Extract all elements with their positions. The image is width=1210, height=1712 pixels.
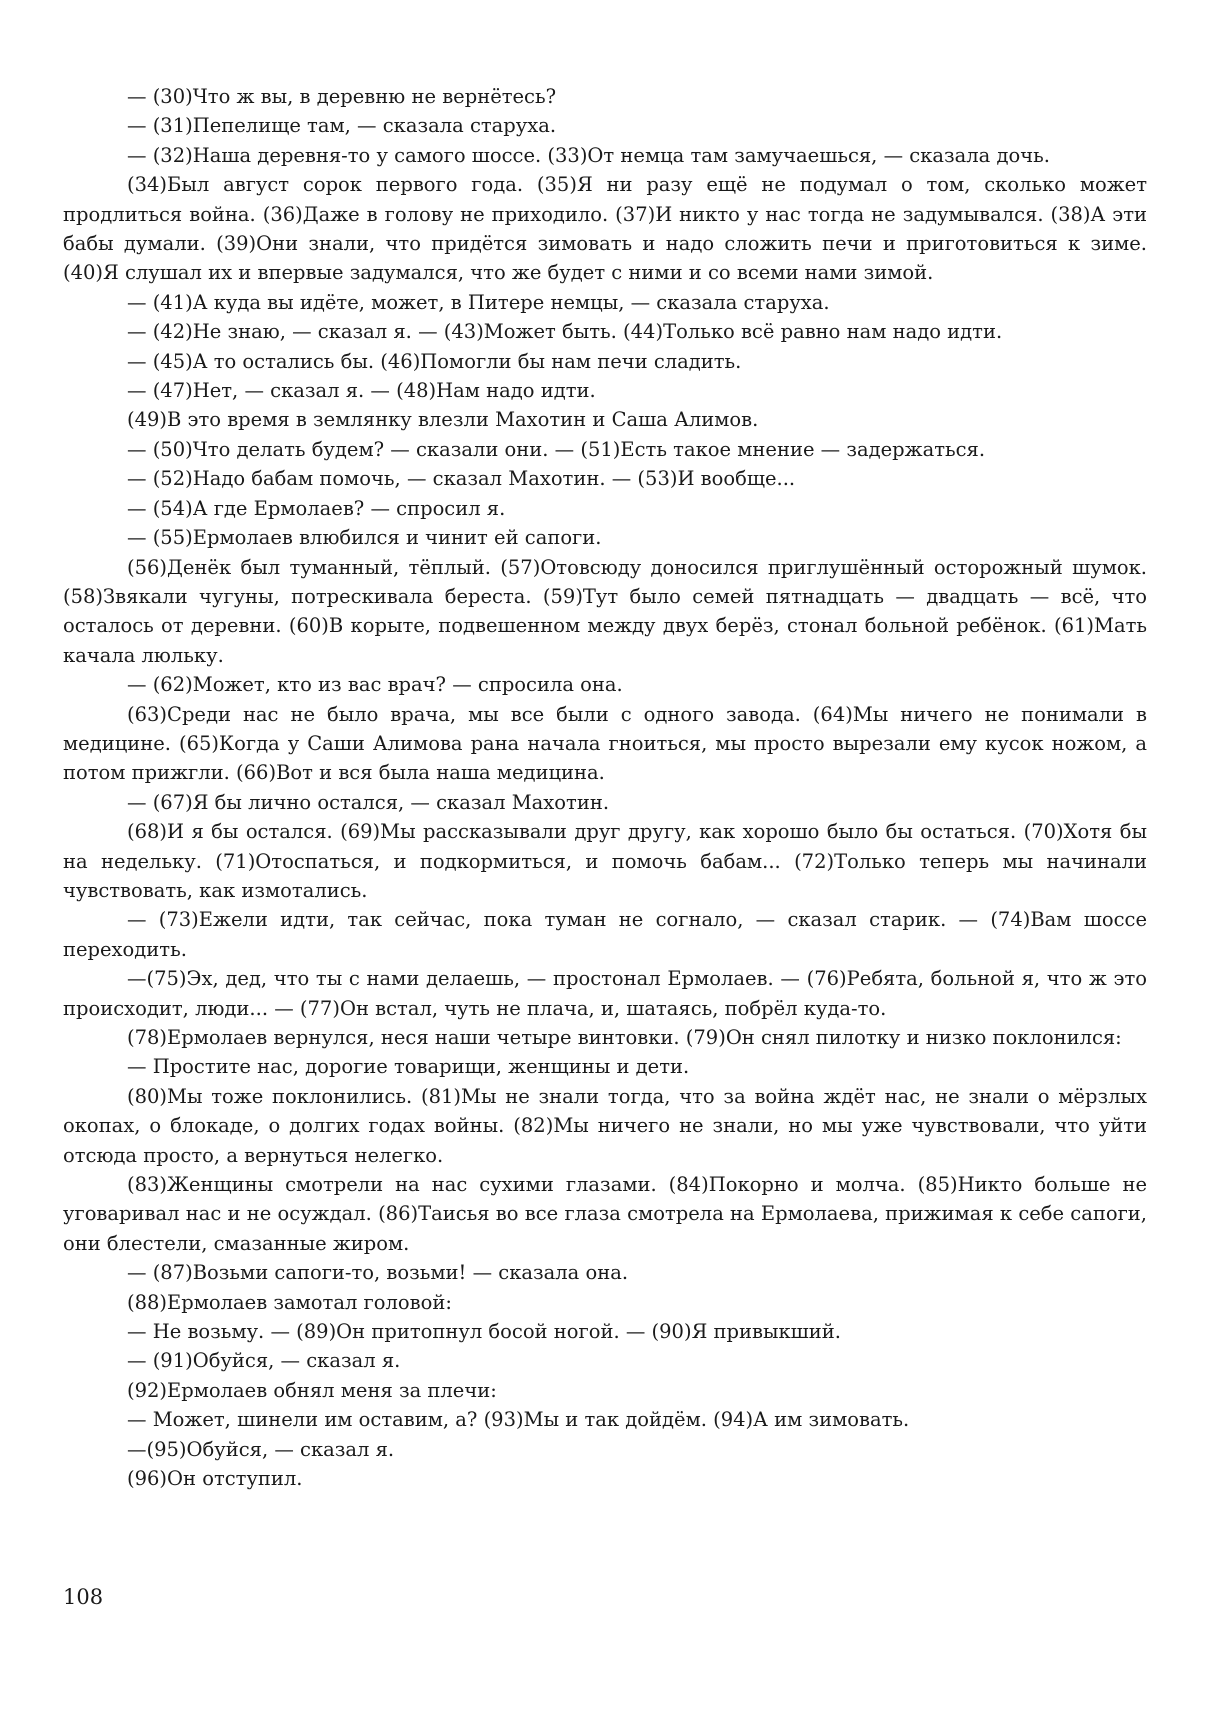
paragraph: — Простите нас, дорогие товарищи, женщины и дети.	[127, 1055, 690, 1079]
paragraph: —(95)Обуйся, — сказал я.	[127, 1437, 395, 1461]
paragraph: — (67)Я бы лично остался, — сказал Махотин.	[127, 790, 610, 814]
paragraph: — (50)Что делать будем? — сказали они. — (51)Есть такое мнение — задержаться.	[127, 437, 986, 461]
paragraph: (68)И я бы остался. (69)Мы рассказывали друг другу, как хорошо было бы остаться. (70)Хотя бы на недельку. (71)Отоспаться, и подкормиться, и помочь бабам... (72)Только теперь мы начинали чувствовать, как измотались.	[63, 820, 1147, 902]
paragraph: — (45)А то остались бы. (46)Помогли бы нам печи сладить.	[127, 349, 742, 373]
paragraph: — (42)Не знаю, — сказал я. — (43)Может быть. (44)Только всё равно нам надо идти.	[127, 320, 1003, 344]
paragraph: — (87)Возьми сапоги-то, возьми! — сказала она.	[127, 1261, 629, 1285]
paragraph: — (62)Может, кто из вас врач? — спросила она.	[127, 673, 623, 697]
paragraph: (56)Денёк был туманный, тёплый. (57)Отовсюду доносился приглушённый осторожный шумок. (58)Звякали чугуны, потрескивала береста. (59)Тут было семей пятнадцать — двадцать — всё, что осталось от деревни. (60)В корыте, подвешенном между двух берёз, стонал больной ребёнок. (61)Мать качала люльку.	[63, 555, 1147, 667]
paragraph: (78)Ермолаев вернулся, неся наши четыре винтовки. (79)Он снял пилотку и низко поклонился:	[127, 1026, 1122, 1049]
paragraph: (49)В это время в землянку влезли Махотин и Саша Алимов.	[127, 408, 759, 432]
paragraph: (83)Женщины смотрели на нас сухими глазами. (84)Покорно и молча. (85)Никто больше не уговаривал нас и не осуждал. (86)Таисья во все глаза смотрела на Ермолаева, прижимая к себе сапоги, они блестели, смазанные жиром.	[63, 1173, 1147, 1255]
paragraph: — Может, шинели им оставим, а? (93)Мы и так дойдём. (94)А им зимовать.	[127, 1408, 910, 1432]
paragraph: — (32)Наша деревня-то у самого шоссе. (33)От немца там замучаешься, — сказала дочь.	[127, 143, 1050, 167]
paragraph: (34)Был август сорок первого года. (35)Я ни разу ещё не подумал о том, сколько может продлиться война. (36)Даже в голову не приходило. (37)И никто у нас тогда не задумывался. (38)А эти бабы думали. (39)Они знали, что придётся зимовать и надо сложить печи и приготовиться к зиме. (40)Я слушал их и впервые задумался, что же будет с ними и со всеми нами зимой.	[63, 173, 1147, 285]
paragraph: — (91)Обуйся, — сказал я.	[127, 1349, 401, 1373]
paragraph: (63)Среди нас не было врача, мы все были с одного завода. (64)Мы ничего не понимали в медицине. (65)Когда у Саши Алимова рана начала гноиться, мы просто вырезали ему кусок ножом, а потом прижгли. (66)Вот и вся была наша медицина.	[63, 702, 1147, 785]
paragraph: — (73)Ежели идти, так сейчас, пока туман не согнало, — сказал старик. — (74)Вам шоссе переходить.	[63, 908, 1147, 961]
paragraph: — (55)Ермолаев влюбился и чинит ей сапоги.	[127, 526, 602, 550]
paragraph: (80)Мы тоже поклонились. (81)Мы не знали тогда, что за война ждёт нас, не знали о мёрзлых окопах, о блокаде, о долгих годах войны. (82)Мы ничего не знали, но мы уже чувствовали, что уйти отсюда просто, а вернуться нелегко.	[63, 1084, 1147, 1167]
paragraph: — (54)А где Ермолаев? — спросил я.	[127, 496, 506, 520]
paragraph: —(75)Эх, дед, что ты с нами делаешь, — простонал Ермолаев. — (76)Ребята, больной я, что ж это происходит, люди... — (77)Он встал, чуть не плача, и, шатаясь, побрёл куда-то.	[63, 967, 1147, 1020]
paragraph: — (47)Нет, — сказал я. — (48)Нам надо идти.	[127, 379, 596, 403]
paragraph: (88)Ермолаев замотал головой:	[127, 1290, 452, 1314]
paragraph: (96)Он отступил.	[127, 1467, 303, 1491]
paragraph: (92)Ермолаев обнял меня за плечи:	[127, 1378, 497, 1402]
paragraph: — (52)Надо бабам помочь, — сказал Махотин. — (53)И вообще...	[127, 467, 796, 491]
page-number: 108	[63, 1585, 104, 1609]
paragraph: — (30)Что ж вы, в деревню не вернётесь?	[127, 85, 557, 108]
paragraph: — Не возьму. — (89)Он притопнул босой ногой. — (90)Я привыкший.	[127, 1320, 841, 1344]
paragraph: — (31)Пепелище там, — сказала старуха.	[127, 114, 557, 138]
paragraph: — (41)А куда вы идёте, может, в Питере немцы, — сказала старуха.	[127, 290, 830, 314]
page-text	[63, 82, 1147, 1494]
